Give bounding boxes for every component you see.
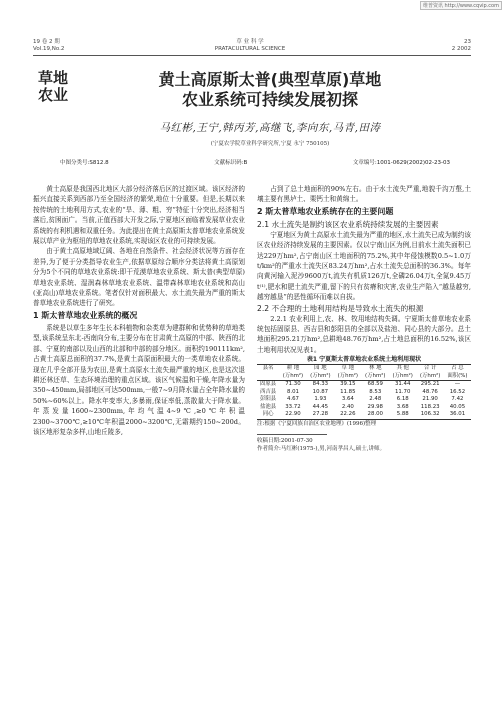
land-use-table [257, 364, 471, 420]
table-cell: 29.98 [367, 403, 383, 410]
journal-name [180, 39, 320, 53]
table-unit-cell: (万hm²) [337, 372, 359, 379]
paragraph: 占到了总土地面积的90%左右。由于水土流失严重,地貌千沟万壑,土壤主要有黑垆土、栗钙土和黄绵土。 [257, 185, 471, 204]
table-cell: 22.26 [340, 411, 356, 418]
table-cell: 27.28 [312, 411, 329, 418]
table-cell: 68.59 [367, 381, 383, 388]
table-cell: 21.90 [422, 396, 438, 403]
header-rule [33, 55, 471, 56]
table-header-cell: 合 计 [423, 365, 437, 372]
footnote-rule [257, 434, 327, 435]
section-heading: 2 斯太普草地农业系统存在的主要问题 [257, 206, 394, 216]
table-cell: 7.42 [451, 396, 464, 403]
table-row [257, 389, 471, 397]
affiliation: (宁夏农学院草业科学研究所,宁夏 永宁 750105) [210, 141, 330, 147]
volume-issue-en: Vol.19,No.2 [33, 46, 65, 52]
table-cell: 5.88 [396, 411, 409, 418]
table-cell: 33.72 [285, 403, 301, 410]
table-header-cell: 耕 地 [286, 365, 300, 372]
table-cell: 11.85 [340, 388, 356, 395]
received-date: 收稿日期:2001-07-30 [257, 437, 313, 444]
table-note: 注:根据《宁夏回族自治区农业地理》(1996)整理 [257, 420, 377, 427]
paragraph: 系统是以草生多年生长本科植物和杂类草为建群种和优势种的草地类型,该系统呈东北-西南向分布,主要分布在甘肃黄土高原的中部、陕西的北部、宁夏的南部以及山西的北部和中部的部分地区。面积约190111km²,占黄土高原总面积的37.7%,是黄土高原面积最大的一类草地农业系统。现在几乎全部开垦为农田,是黄土高原水土流失最严重的地区,也是这次退耕还林还草、生态环境治理的重点区域。该区气候温和干燥,年降水量为350~450mm,局部地区可达500mm,一般7~9月降水量占全年降水量的50%~60%以上。降水年变率大,多暴雨,保证率低,蒸散量大于降水量。年蒸发量1600~2300mm,年均气温4~9℃,≥0℃年积温2300~3700℃,≥10℃年积温2000~3200℃,无霜期约150~200d。该区地形复杂多样,山地丘陵多, [33, 323, 245, 436]
table-cell: 22.90 [285, 411, 301, 418]
paragraph: 黄土高原是我国西北地区大部分经济落后区的过渡区域。该区经济的振兴直接关系到西部乃至全国经济的繁荣,地位十分重要。但是,长期以来按传统的土地利用方式,农业的“旱、薄、粗、穷”特征十分突出,经济相当落后,贫困面广。当前,正值西部大开发之际,宁夏地区面临着发展草业农业系统的有利机遇和双重任务。为此提出在黄土高原斯太普草地农业系统发展以草产业为枢纽的草地农业系统,实现该区农业的可持续发展。 [33, 185, 245, 246]
column-tag-line1: 草地 [38, 69, 69, 87]
clc-number: 中图分类号:S812.8 [60, 160, 109, 166]
table-cell: 6.18 [396, 396, 409, 403]
table-cell: 固原县 [260, 381, 277, 388]
table-caption: 表1 宁夏斯太普草地农业系统土地利用现状 [306, 356, 422, 364]
table-unit-cell: (万hm²) [310, 372, 331, 379]
title-line2: 农业系统可持续发展初探 [181, 90, 358, 109]
table-cell: 11.70 [394, 388, 411, 395]
table-header-cell: 林 地 [369, 365, 382, 372]
table-cell: 40.05 [449, 403, 466, 410]
table-cell: 3.64 [341, 396, 354, 403]
table-cell: 44.45 [312, 403, 329, 410]
article-meta [60, 158, 450, 166]
table-cell: 71.30 [285, 381, 301, 388]
section-heading: 1 斯太普草地农业系统的概况 [33, 310, 138, 320]
table-header-cell: 园 地 [314, 365, 327, 372]
table-cell: 彭阳县 [260, 396, 277, 403]
table-cell: 16.52 [449, 388, 466, 395]
article-title [110, 70, 430, 110]
page-number: 23 [464, 39, 471, 45]
table-unit-cell [257, 373, 279, 381]
table-cell: 28.00 [367, 411, 383, 418]
table-header-cell: 县名 [262, 365, 274, 372]
table-cell: 西吉县 [260, 388, 277, 395]
table-cell: 8.53 [369, 388, 382, 395]
table-cell: 31.44 [394, 381, 411, 388]
title-line1: 黄土高原斯太普(典型草原)草地 [158, 70, 382, 89]
author-bio: 作者简介:马红彬(1975-),男,河南孝昌人,硕士,讲师。 [257, 445, 385, 452]
right-column [257, 184, 471, 453]
column-tag-line2: 农业 [38, 86, 69, 104]
table-cell: 同心 [262, 411, 274, 418]
issue-date: 2 2002 [451, 46, 471, 52]
table-cell: 84.33 [312, 381, 329, 388]
table-cell: 2.48 [369, 396, 382, 403]
table-unit-cell: (万hm²) [365, 372, 386, 379]
table-header-row [257, 365, 471, 373]
paragraph: 宁夏地区为黄土高原水土流失最为严重的地区,水土流失已成为制约该区农业经济持续发展的主要因素。仅以宁南山区为例,目前水土流失面积已达229万hm²,占宁南山区土地面积的75.2%,其中年侵蚀模数0.5~1.0万t/km²的严重水土流失区83.24万hm²,占水土流失总面积的36.3%。每年向黄河输入泥沙9600万t,流失有机质126万t,全磷26.04万t,全氮9.45万t⁽¹⁾,肥水和肥土流失严重,留下的只有贫瘠和灾害,农业生产陷入“越垦越穷,越穷越垦”的恶性循环而难以自拔。 [257, 230, 471, 302]
table-cell: 3.68 [396, 403, 409, 410]
volume-issue: 19 卷 2 期 [33, 39, 60, 45]
table-header-cell: 占 总 [451, 365, 464, 372]
table-row [257, 411, 471, 419]
subsection-heading: 2.2 不合理的土地利用结构是导致水土流失的根源 [257, 303, 424, 313]
table-cell: 10.87 [312, 388, 329, 395]
journal-name-en: PRATACULTURAL SCIENCE [214, 46, 286, 52]
left-column [33, 184, 245, 437]
table-cell: 48.76 [422, 388, 438, 395]
table-cell: 4.67 [286, 396, 299, 403]
table-cell: 118.23 [420, 403, 440, 410]
table-cell: 295.21 [420, 381, 440, 388]
document-code: 文献标识码:B [214, 160, 248, 166]
table-header-cell: 草 地 [341, 365, 355, 372]
journal-name-cn: 草 业 科 学 [236, 39, 264, 45]
table-row [257, 381, 471, 389]
article-number: 文章编号:1001-0629(2002)02-23-03 [352, 160, 450, 166]
table-unit-cell: (万hm²) [392, 372, 413, 379]
column-tag [38, 70, 68, 104]
table-cell: 盐池县 [260, 403, 277, 410]
table-cell: — [454, 381, 461, 388]
table-cell: 106.32 [420, 411, 440, 418]
table-cell: 39.15 [340, 381, 356, 388]
paragraph: 2.2.1 农业利用上,农、林、牧用地结构失调。宁夏斯太普草地农业系统包括固原县、西吉县和彭阳县的全部以及盐池、同心县的大部分。总土地面积295.21万hm²,总耕地48.76万hm²,占土地总面积的16.52%,该区土地利用状况见表1。 [257, 314, 471, 354]
table-cell: 2.40 [341, 403, 354, 410]
table-cell: 36.01 [449, 411, 466, 418]
table-row [257, 396, 471, 404]
table-row [257, 404, 471, 412]
subsection-heading: 2.1 水土流失是制约该区农业系统持续发展的主要因素 [257, 219, 439, 229]
author-list: 马红彬,王宁,韩丙芳,高继飞,李向东,马青,田涛 [159, 122, 381, 134]
table-cell: 8.01 [286, 388, 299, 395]
source-watermark: 维普资讯 http://www.cqvip.com [420, 1, 502, 10]
table-unit-cell: (万hm²) [419, 372, 441, 379]
page-info [452, 39, 471, 53]
table-unit-cell: (万hm²) [282, 372, 304, 379]
table-cell: 1.93 [314, 396, 327, 403]
table-header-cell: 其 他 [396, 365, 409, 372]
table-unit-row [257, 373, 471, 381]
volume-info [33, 39, 64, 53]
paragraph: 由于黄土高原地域辽阔、各地在自然条件、社会经济状况等方面存在差异,为了便于分类指导农业生产,依据草原综合顺序分类法将黄土高原划分为5个不同的草地农业系统:即干荒漠草地农业系统、斯太普(典型草原)草地农业系统、湿润森林草地农业系统、温带森林草地农业系统和高山(亚高山)草地农业系统。笔者仅针对面积最大、水土流失最为严重的斯太普草地农业系统进行了研究。 [33, 247, 245, 308]
table-unit-cell: 面积(%) [447, 372, 468, 379]
